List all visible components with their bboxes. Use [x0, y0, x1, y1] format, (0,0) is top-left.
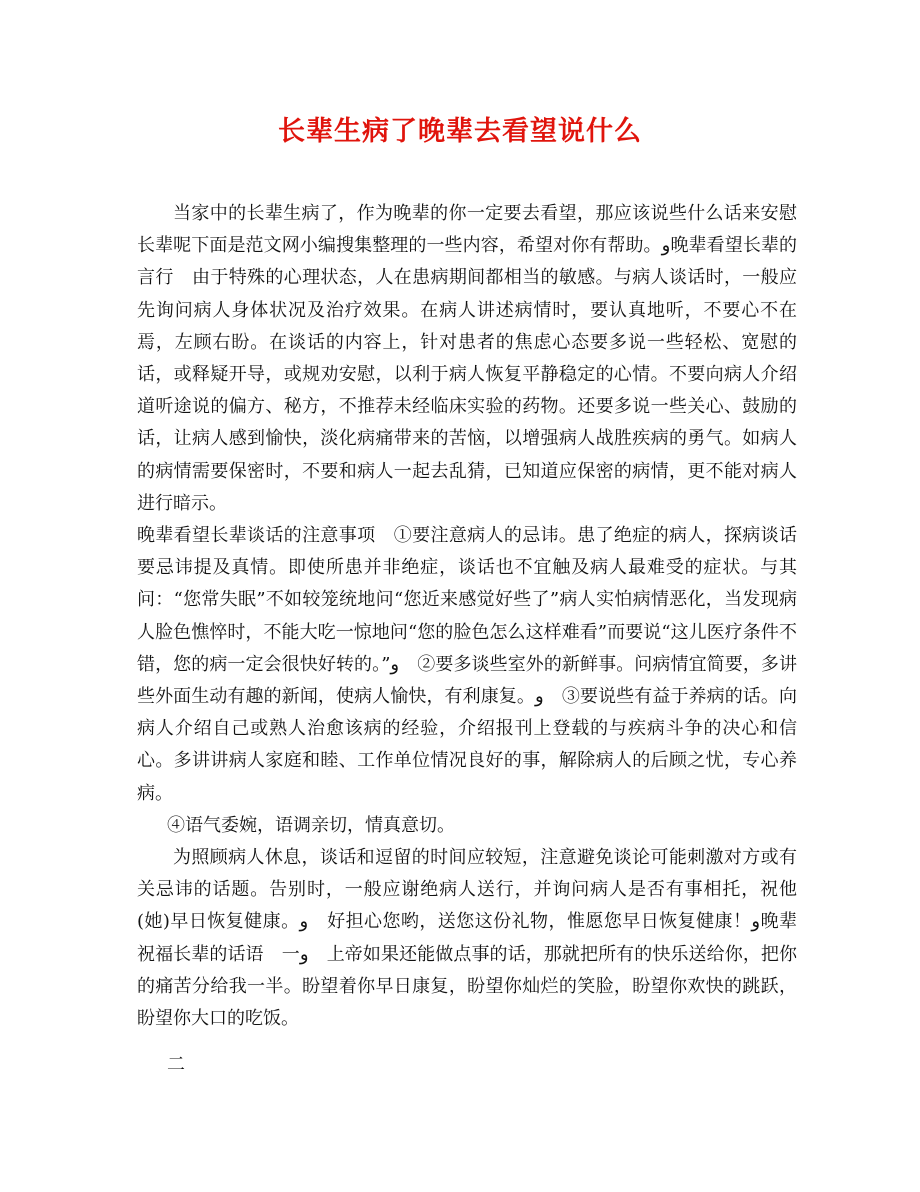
document-title: 长辈生病了晚辈去看望说什么: [278, 116, 642, 147]
paragraph-section-two: 二: [167, 1054, 185, 1076]
paragraph-precautions: 晚辈看望长辈谈话的注意事项 ①要注意病人的忌讳。患了绝症的病人，探病谈话要忌讳提及真情。即使所患并非绝症，谈话也不宜触及病人最难受的症状。与其问：“您常失眠”不如较笼统地问“您近来感觉好些了”病人实怕病情恶化，当发现病人脸色憔悴时，不能大吃一惊地问“您的脸色怎么这样难看”而要说“这儿医疗条件不错，您的病一定会很快好转的。”و ②要多谈些室外的新鲜事。问病情宜简要，多讲些外面生动有趣的新闻，使病人愉快，有利康复。و ③要说些有益于养病的话。向病人介绍自己或熟人治愈该病的经验，介绍报刊上登载的与疾病斗争的决心和信心。多讲讲病人家庭和睦、工作单位情况良好的事，解除病人的后顾之忧，专心养病。: [137, 525, 797, 804]
paragraph-intro: 当家中的长辈生病了，作为晚辈的你一定要去看望，那应该说些什么话来安慰长辈呢下面是范文网小编搜集整理的一些内容，希望对你有帮助。و晚辈看望长辈的言行 由于特殊的心理状态，人在患病期间都相当的敏感。与病人谈话时，一般应先询问病人身体状况及治疗效果。在病人讲述病情时，要认真地听，不要心不在焉，左顾右盼。在谈话的内容上，针对患者的焦虑心态要多说一些轻松、宽慰的话，或释疑开导，或规劝安慰，以利于病人恢复平静稳定的心情。不要向病人介绍道听途说的偏方、秘方，不推荐未经临床实验的药物。还要多说一些关心、鼓励的话，让病人感到愉快，淡化病痛带来的苦恼，以增强病人战胜疾病的勇气。如病人的病情需要保密时，不要和病人一起去乱猜，已知道应保密的病情，更不能对病人进行暗示。: [137, 203, 798, 514]
paragraph-farewell-blessings: 为照顾病人休息，谈话和逗留的时间应较短，注意避免谈论可能刺激对方或有关忌讳的话题。告别时，一般应谢绝病人送行，并询问病人是否有事相托，祝他(她)早日恢复健康。و 好担心您哟，送您这份礼物，惟愿您早日恢复健康！و晚辈祝福长辈的话语 一و 上帝如果还能做点事的话，那就把所有的快乐送给你，把你的痛苦分给我一半。盼望着你早日康复，盼望你灿烂的笑脸，盼望你欢快的跳跃，盼望你大口的吃饭。: [137, 847, 798, 1030]
paragraph-tone: ④语气委婉，语调亲切，情真意切。: [167, 814, 455, 836]
document-body: [137, 198, 797, 1081]
